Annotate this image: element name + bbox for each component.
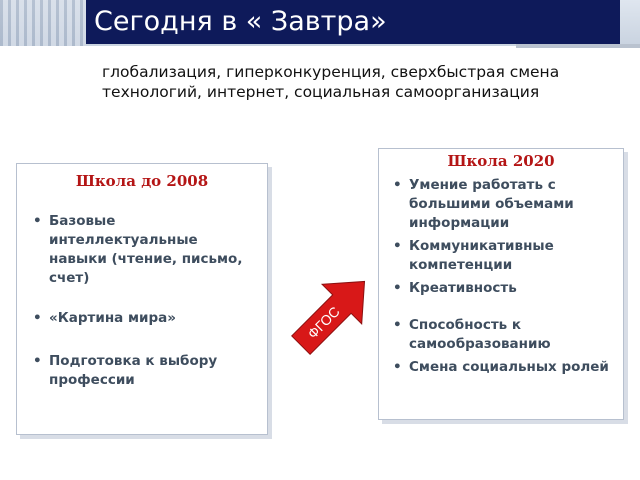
school-before-2008-title: Школа до 2008 bbox=[75, 172, 209, 190]
list-item: • Смена социальных ролей bbox=[393, 358, 617, 377]
school-2020-list bbox=[393, 176, 617, 377]
school-before-2008-card bbox=[16, 163, 268, 435]
list-item: • Коммуникативные компетенции bbox=[393, 237, 617, 275]
school-2020-title: Школа 2020 bbox=[447, 152, 555, 170]
list-item: • Базовые интеллектуальные навыки (чтение, письмо, счет) bbox=[33, 212, 259, 288]
arrow-label: ФГОС bbox=[304, 303, 343, 342]
school-before-2008-list bbox=[33, 212, 259, 390]
slide-title: Сегодня в « Завтра» bbox=[86, 0, 620, 44]
slide-subtitle: глобализация, гиперконкуренция, сверхбыстрая смена технологий, интернет, социальная самоорганизация bbox=[102, 63, 560, 101]
school-2020-card bbox=[378, 148, 624, 420]
title-underline-decoration bbox=[516, 44, 640, 48]
list-item: • «Картина мира» bbox=[33, 309, 259, 328]
header-decoration bbox=[0, 0, 86, 46]
list-item: • Способность к самообразованию bbox=[393, 316, 617, 354]
list-item: • Подготовка к выбору профессии bbox=[33, 352, 259, 390]
list-item: • Умение работать с большими объемами информации bbox=[393, 176, 617, 233]
list-item: • Креативность bbox=[393, 279, 617, 298]
transition-arrow-icon bbox=[284, 266, 380, 362]
